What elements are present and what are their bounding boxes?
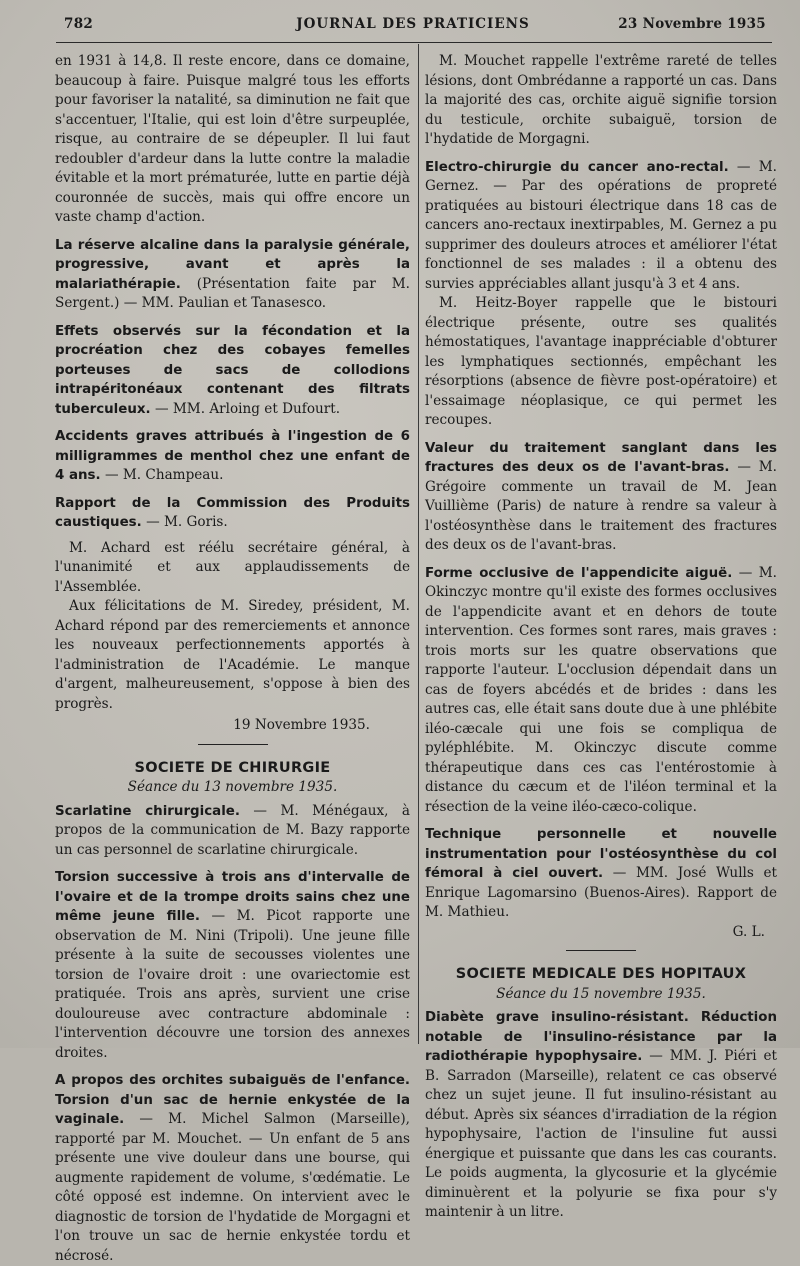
article-entry	[425, 158, 777, 295]
entry-text: — M. Grégoire commente un travail de M. Jean Vuillième (Paris) de nature à rendre sa valeur à l'ostéosynthèse dans le traitement des fractures des deux os de l'avant-bras.	[425, 459, 777, 553]
paragraph: M. Heitz-Boyer rappelle que le bistouri électrique présente, outre ses qualités hémostatiques, l'avantage inappréciable d'obturer les lymphatiques sectionnés, empêchant les résorptions (absence de fièvre post-opératoire) et l'essaimage néoplasique, ce qui permet les recoupes.	[425, 295, 777, 428]
paragraph: M. Mouchet rappelle l'extrême rareté de telles lésions, dont Ombrédanne a rapporté un cas. Dans la majorité des cas, orchite aiguë signifie torsion du testicule, orchite subaiguë, torsion de l'hydatide de Morgagni.	[425, 53, 777, 147]
right-column	[425, 52, 777, 1223]
page-number: 782	[64, 16, 94, 32]
entry-text: — M. Picot rapporte une observation de M. Nini (Tripoli). Une jeune fille présente à la suite de secousses violentes une torsion de l'ovaire droit : une ovariectomie est pratiquée. Trois ans après, survient une crise douloureuse avec contracture abdominale : l'intervention découvre une torsion des annexes droites.	[55, 908, 410, 1061]
article-entry	[55, 322, 410, 420]
entry-title: Effets observés sur la fécondation et la procréation chez des cobayes femelles porteuses de sacs de collodions intrapéritonéaux contenant des filtrats tuberculeux.	[55, 323, 410, 417]
entry-title: La réserve alcaline dans la paralysie générale, progressive, avant et après la malariathérapie.	[55, 237, 410, 292]
column-divider	[418, 44, 419, 1044]
entry-title: Scarlatine chirurgicale.	[55, 803, 240, 819]
entry-text: — MM. Arloing et Dufourt.	[154, 400, 341, 417]
article-entry	[425, 1008, 777, 1223]
dateline: 19 Novembre 1935.	[233, 717, 370, 733]
entry-title: Technique personnelle et nouvelle instrumentation pour l'ostéosynthèse du col fémoral à ciel ouvert.	[425, 827, 777, 881]
article-entry	[425, 439, 777, 556]
article-entry	[55, 802, 410, 861]
entry-title: Electro-chirurgie du cancer ano-rectal.	[425, 159, 729, 175]
paragraph: M. Achard est réélu secrétaire général, à l'unanimité et aux applaudissements de l'Assemblée.	[55, 539, 410, 595]
paragraph: Aux félicitations de M. Siredey, président, M. Achard répond par des remerciements et annonce les nouveaux perfectionnements apportés à l'administration de l'Académie. Le manque d'argent, malheureusement, s'oppose à bien des progrès.	[55, 598, 410, 712]
entry-text: — M. Okinczyc montre qu'il existe des formes occlusives de l'appendicite avant et en dehors de toute intervention. Ces formes sont rares, mais graves : trois morts sur les quatre observations que rapporte l'auteur. L'occlusion dépendait dans un cas de foyers abcédés et de brides : dans les autres cas, elle était sans doute due à une phlébite iléo-cæcale qui une fois se compliqua de pyléphlébite. M. Okinczyc discute comme thérapeutique dans ces cas l'entérostomie à distance du cæcum et de l'iléon terminal et la résection de la veine iléo-cæco-colique.	[425, 564, 778, 815]
section-title: SOCIETE MEDICALE DES HOPITAUX	[455, 966, 747, 982]
article-entry	[55, 427, 410, 486]
entry-text: (Présentation faite par M. Sergent.) — MM. Paulian et Tanasesco.	[55, 275, 410, 311]
section-rule	[566, 950, 636, 951]
entry-text: — M. Michel Salmon (Marseille), rapporté par M. Mouchet. — Un enfant de 5 ans présente une vive douleur dans une bourse, qui augmente rapidement de volume, s'œdématie. Le côté opposé est indemne. On intervient avec le diagnostic de torsion de l'hydatide de Morgagni et l'on trouve un sac de hernie enkystée tordu et nécrosé.	[55, 1111, 410, 1264]
article-entry	[55, 494, 410, 533]
entry-title: A propos des orchites subaiguës de l'enfance. Torsion d'un sac de hernie enkystée de la vaginale.	[55, 1073, 410, 1127]
section-subtitle: Séance du 15 novembre 1935.	[496, 985, 706, 1002]
entry-text: — M. Goris.	[146, 514, 228, 530]
entry-title: Accidents graves attribués à l'ingestion de 6 milligrammes de menthol chez une enfant de 4 ans.	[55, 429, 410, 483]
entry-text: — MM. José Wulls et Enrique Lagomarsino (Buenos-Aires). Rapport de M. Mathieu.	[425, 865, 777, 920]
paragraph: en 1931 à 14,8. Il reste encore, dans ce domaine, beaucoup à faire. Puisque malgré tous les efforts pour favoriser la natalité, sa diminution ne fait que s'accentuer, l'Italie, qui est loin d'être surpeuplée, risque, au contraire de se dépeupler. Il lui faut redoubler d'ardeur dans la lutte contre la maladie évitable et la mort prématurée, lutte en partie déjà couronnée de succès, mais qui offre encore un vaste champ d'action.	[55, 53, 410, 225]
section-rule	[198, 744, 268, 745]
entry-text: — MM. J. Piéri et B. Sarradon (Marseille), relatent ce cas observé chez un sujet jeune. Il fut insulino-résistant au début. Après six séances d'irradiation de la région hypophysaire, l'action de l'insuline fut aussi énergique et puissante que dans les cas courants. Le poids augmenta, la glycosurie et la glycémie diminuèrent et la polyurie se fixa pour s'y maintenir à un litre.	[425, 1048, 777, 1220]
article-entry	[55, 868, 410, 1063]
section-subtitle: Séance du 13 novembre 1935.	[127, 779, 338, 795]
entry-text: — M. Ménégaux, à propos de la communication de M. Bazy rapporte un cas personnel de scarlatine chirurgicale.	[55, 802, 410, 858]
entry-title: Torsion successive à trois ans d'intervalle de l'ovaire et de la trompe droits sains chez une même jeune fille.	[55, 870, 410, 924]
left-column	[55, 52, 410, 1266]
signature: G. L.	[732, 923, 765, 940]
article-entry	[55, 1071, 410, 1266]
page-header	[56, 14, 770, 36]
entry-title: Rapport de la Commission des Produits caustiques.	[55, 495, 410, 530]
entry-title: Valeur du traitement sanglant dans les fractures des deux os de l'avant-bras.	[425, 440, 777, 475]
entry-text: — M. Gernez. — Par des opérations de propreté pratiquées au bistouri électrique dans 18 cas de cancers ano-rectaux inextirpables, M. Gernez a pu supprimer des douleurs atroces et améliorer l'état fonctionnel de ses malades : il a obtenu des survies appréciables allant jusqu'à 3 et 4 ans.	[425, 158, 778, 292]
entry-title: Diabète grave insulino-résistant. Réduction notable de l'insulino-résistance par la radiothérapie hypophysaire.	[425, 1010, 777, 1064]
article-entry	[55, 236, 410, 314]
section-title: SOCIETE DE CHIRURGIE	[134, 759, 331, 776]
header-rule	[56, 42, 772, 43]
journal-title: JOURNAL DES PRATICIENS	[296, 16, 530, 32]
article-entry	[425, 825, 777, 923]
issue-date: 23 Novembre 1935	[618, 16, 766, 32]
entry-text: — M. Champeau.	[104, 467, 224, 483]
article-entry	[425, 564, 777, 818]
entry-title: Forme occlusive de l'appendicite aiguë.	[425, 565, 733, 581]
